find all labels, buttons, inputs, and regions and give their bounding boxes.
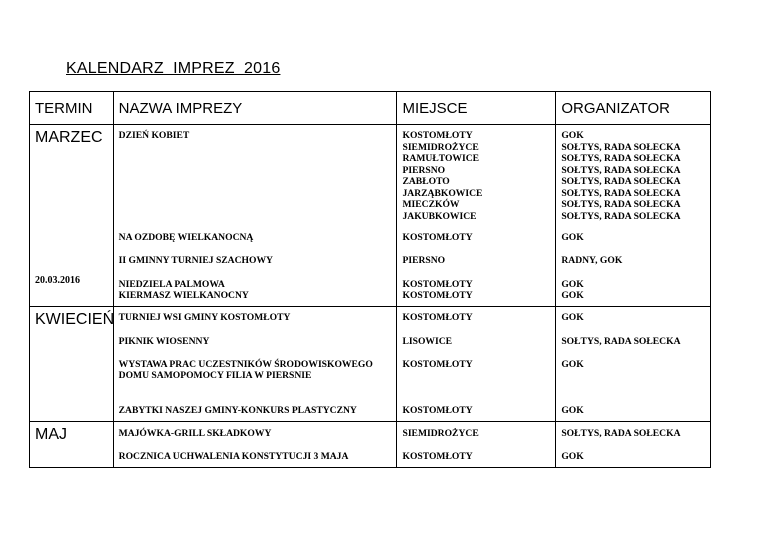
cell-line: PIERSNO <box>402 254 446 266</box>
cell-line: ZABŁOTO <box>402 176 450 187</box>
table-row <box>30 422 711 445</box>
cell-organizator <box>556 125 711 226</box>
cell-line: JAKUBKOWICE <box>402 210 477 222</box>
cell-line: GOK <box>561 404 584 416</box>
cell-miejsce <box>397 307 556 330</box>
table-row <box>30 125 711 226</box>
cell-line: ROCZNICA UCHWALENIA KONSTYTUCJI 3 MAJA <box>118 450 349 462</box>
month-label: KWIECIEŃ <box>35 311 115 328</box>
document-title: KALENDARZ IMPREZ 2016 <box>66 60 281 77</box>
cell-line: JARZĄBKOWICE <box>402 187 483 199</box>
cell-line: WYSTAWA PRAC UCZESTNIKÓW ŚRODOWISKOWEGO DOMU SAMOPOMOCY FILIA W PIERSNIE <box>118 358 373 381</box>
cell-line: SIEMIDROŻYCE <box>402 428 479 439</box>
cell-nazwa-imprezy <box>113 272 397 307</box>
cell-organizator <box>556 249 711 272</box>
cell-line: GOK <box>561 312 584 323</box>
cell-line: PIERSNO <box>402 164 446 176</box>
cell-nazwa-imprezy <box>113 125 397 226</box>
date-label: 20.03.2016 <box>35 274 80 286</box>
cell-organizator <box>556 272 711 307</box>
cell-termin <box>30 445 114 468</box>
cell-miejsce <box>397 249 556 272</box>
cell-line: SOŁTYS, RADA SOŁECKA <box>561 153 681 164</box>
cell-line: GOK <box>561 358 584 370</box>
cell-line: KOSTOMŁOTY <box>402 290 473 301</box>
cell-line: SOŁTYS, RADA SOŁECKA <box>561 164 681 176</box>
cell-miejsce <box>397 226 556 249</box>
cell-line: RADNY, GOK <box>561 254 623 266</box>
cell-termin <box>30 125 114 226</box>
cell-line: KOSTOMŁOTY <box>402 231 473 243</box>
cell-nazwa-imprezy <box>113 330 397 353</box>
cell-organizator <box>556 399 711 422</box>
cell-termin <box>30 353 114 399</box>
cell-termin <box>30 272 114 307</box>
cell-line: SOŁTYS, RADA SOŁECKA <box>561 141 681 153</box>
cell-miejsce <box>397 422 556 445</box>
cell-organizator <box>556 422 711 445</box>
cell-nazwa-imprezy <box>113 307 397 330</box>
cell-line: ZABYTKI NASZEJ GMINY-KONKURS PLASTYCZNY <box>118 404 357 416</box>
cell-line: GOK <box>561 278 584 290</box>
cell-line: GOK <box>561 290 584 301</box>
cell-organizator <box>556 307 711 330</box>
cell-line: PIKNIK WIOSENNY <box>118 335 210 347</box>
cell-miejsce <box>397 125 556 226</box>
header-row <box>30 92 711 125</box>
events-table <box>29 91 711 468</box>
cell-line: SOŁTYS, RADA SOŁECKA <box>561 176 681 187</box>
cell-line: RAMUŁTOWICE <box>402 153 480 164</box>
cell-termin <box>30 307 114 330</box>
cell-termin <box>30 399 114 422</box>
cell-line: GOK <box>561 231 584 243</box>
cell-line: NA OZDOBĘ WIELKANOCNĄ <box>118 231 254 243</box>
cell-line: SOŁTYS, RADA SOŁECKA <box>561 428 681 439</box>
cell-line: KOSTOMŁOTY <box>402 278 473 290</box>
cell-line: NIEDZIELA PALMOWA <box>118 278 225 290</box>
cell-termin <box>30 330 114 353</box>
month-label: MARZEC <box>35 129 103 146</box>
cell-line: KOSTOMŁOTY <box>402 404 473 416</box>
table-row <box>30 330 711 353</box>
cell-line: GOK <box>561 130 584 141</box>
cell-line: SIEMIDROŻYCE <box>402 141 479 153</box>
table-row <box>30 399 711 422</box>
table-row <box>30 353 711 399</box>
table-row <box>30 445 711 468</box>
table-row <box>30 226 711 249</box>
table-row <box>30 272 711 307</box>
cell-line: DZIEŃ KOBIET <box>118 130 190 141</box>
cell-termin <box>30 226 114 249</box>
cell-line: SOŁTYS, RADA SOLECKA <box>561 210 681 222</box>
cell-nazwa-imprezy <box>113 353 397 399</box>
cell-miejsce <box>397 272 556 307</box>
cell-organizator <box>556 445 711 468</box>
header-organizator: ORGANIZATOR <box>556 92 711 125</box>
cell-miejsce <box>397 330 556 353</box>
cell-line: KOSTOMŁOTY <box>402 358 473 370</box>
cell-termin <box>30 422 114 445</box>
cell-termin <box>30 249 114 272</box>
cell-line: LISOWICE <box>402 335 453 347</box>
cell-line: KIERMASZ WIELKANOCNY <box>118 290 249 301</box>
cell-line: MIECZKÓW <box>402 199 460 210</box>
month-label: MAJ <box>35 426 67 443</box>
header-nazwa-imprezy: NAZWA IMPREZY <box>113 92 397 125</box>
cell-line: KOSTOMŁOTY <box>402 312 473 323</box>
cell-line: KOSTOMŁOTY <box>402 130 473 141</box>
table-body <box>30 125 711 468</box>
header-miejsce: MIEJSCE <box>397 92 556 125</box>
header-termin: TERMIN <box>30 92 114 125</box>
cell-line: KOSTOMŁOTY <box>402 450 473 462</box>
cell-miejsce <box>397 445 556 468</box>
cell-organizator <box>556 226 711 249</box>
cell-line: SOŁTYS, RADA SOŁECKA <box>561 199 681 210</box>
cell-organizator <box>556 353 711 399</box>
cell-line: GOK <box>561 450 584 462</box>
table-row <box>30 249 711 272</box>
cell-line: MAJÓWKA-GRILL SKŁADKOWY <box>118 428 272 439</box>
cell-line: II GMINNY TURNIEJ SZACHOWY <box>118 254 273 266</box>
cell-nazwa-imprezy <box>113 399 397 422</box>
cell-line: SOŁTYS, RADA SOŁECKA <box>561 335 681 347</box>
cell-nazwa-imprezy <box>113 445 397 468</box>
cell-line: TURNIEJ WSI GMINY KOSTOMŁOTY <box>118 312 291 323</box>
cell-nazwa-imprezy <box>113 226 397 249</box>
cell-miejsce <box>397 399 556 422</box>
cell-line: SOŁTYS, RADA SOŁECKA <box>561 187 681 199</box>
cell-nazwa-imprezy <box>113 422 397 445</box>
cell-miejsce <box>397 353 556 399</box>
table-row <box>30 307 711 330</box>
cell-organizator <box>556 330 711 353</box>
cell-nazwa-imprezy <box>113 249 397 272</box>
